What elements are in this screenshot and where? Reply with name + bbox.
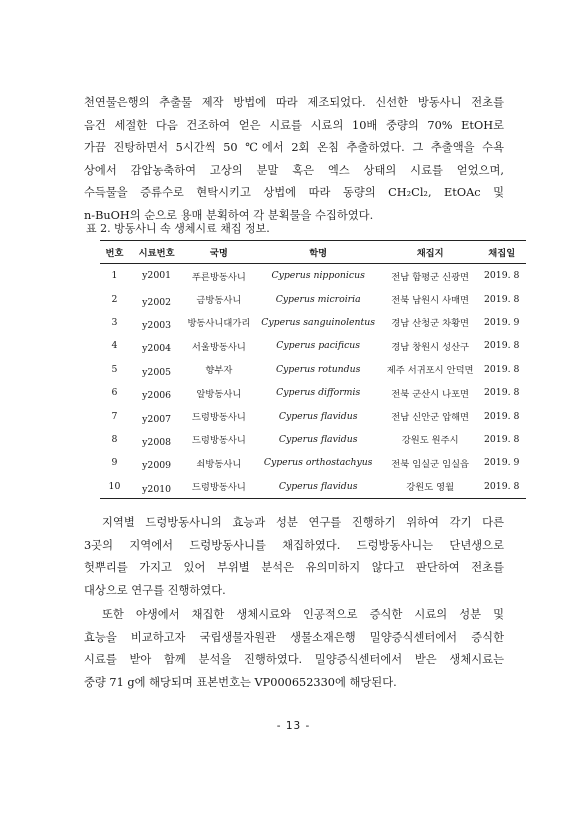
cell-korean-name: 향부자 <box>205 365 233 377</box>
paragraph-cultivated-sample <box>84 604 504 694</box>
text-line: 음건 세절한 다음 건조하여 얻은 시료를 시료의 10배 중량의 70% EtOH로 <box>84 118 504 132</box>
table-row <box>100 358 526 381</box>
cell-korean-name: 드렁방동사니 <box>191 412 246 424</box>
cell-no: 2 <box>111 293 118 305</box>
paragraph-regional-study <box>84 512 504 602</box>
cell-no: 1 <box>111 270 118 282</box>
cell-collection-date: 2019. 8 <box>483 270 520 282</box>
table-row <box>100 451 526 474</box>
text-line: 상에서 감압농축하여 고상의 분말 혹은 엑스 상태의 시료를 얻었으며, <box>84 163 504 177</box>
cell-scientific-name: Cyperus orthostachyus <box>263 457 373 469</box>
cell-collection-date: 2019. 9 <box>483 457 520 469</box>
cell-korean-name: 금방동사니 <box>196 295 242 307</box>
cell-sample-id: y2004 <box>142 343 172 355</box>
header-collection-site: 채집지 <box>383 241 478 264</box>
cell-no: 4 <box>111 340 118 352</box>
cell-sample-id: y2002 <box>142 296 172 308</box>
cell-no: 3 <box>111 316 118 328</box>
cell-sample-id: y2008 <box>142 436 172 448</box>
text-line: 또한 야생에서 채집한 생체시료와 인공적으로 증식한 시료의 성분 및 <box>102 608 504 621</box>
table-row <box>100 428 526 451</box>
cell-collection-date: 2019. 8 <box>483 387 520 399</box>
cell-korean-name: 서울방동사니 <box>191 341 246 353</box>
cell-collection-date: 2019. 8 <box>477 475 526 499</box>
text-line: 천연물은행의 추출물 제작 방법에 따라 제조되었다. 신선한 방동사니 전초를 <box>84 96 504 109</box>
cell-collection-site: 전남 함평군 신광면 <box>391 271 470 283</box>
cell-scientific-name: Cyperus flavidus <box>278 433 358 445</box>
header-scientific-name: 학명 <box>253 241 382 264</box>
cell-collection-site: 강원도 영월 <box>383 475 478 499</box>
cell-korean-name: 드렁방동사니 <box>184 475 253 499</box>
cell-no: 10 <box>100 475 129 499</box>
text-line: 중량 71 g에 해당되며 표본번호는 VP000652330에 해당된다. <box>84 675 397 689</box>
cell-collection-site: 전북 임실군 임실읍 <box>391 458 470 470</box>
text-line: 효능을 비교하고자 국립생물자원관 생물소재은행 밀양증식센터에서 증식한 <box>84 630 504 644</box>
text-line: n-BuOH의 순으로 용매 분획하여 각 분획물을 수집하였다. <box>84 208 374 222</box>
cell-sample-id: y2010 <box>129 475 184 499</box>
cell-collection-site: 제주 서귀포시 안덕면 <box>386 365 474 377</box>
cell-collection-site: 경남 창원시 성산구 <box>391 341 470 353</box>
table-caption: 표 2. 방동사니 속 생체시료 채집 정보. <box>86 222 270 235</box>
cell-scientific-name: Cyperus flavidus <box>253 475 382 499</box>
cell-collection-date: 2019. 9 <box>483 316 520 328</box>
cell-collection-date: 2019. 8 <box>483 433 520 445</box>
table-header-row <box>100 241 526 264</box>
header-collection-date: 채집일 <box>477 241 526 264</box>
text-line: 가끔 진탕하면서 5시간씩 50 ℃에서 2회 온침 추출하였다. 그 추출액을 수욕 <box>84 141 504 154</box>
cell-no: 7 <box>111 410 118 422</box>
text-line: 3곳의 지역에서 드렁방동사니를 채집하였다. 드렁방동사니는 단년생으로 <box>84 538 504 552</box>
cell-korean-name: 푸른방동사니 <box>191 271 246 283</box>
text-line: 시료를 받아 함께 분석을 진행하였다. 밀양증식센터에서 받은 생체시료는 <box>84 653 504 666</box>
text-line: 헛뿌리를 가지고 있어 부위별 분석은 유의미하지 않다고 판단하여 전초를 <box>84 561 504 574</box>
cell-korean-name: 알방동사니 <box>196 388 242 400</box>
cell-scientific-name: Cyperus microiria <box>275 293 361 305</box>
table-row <box>100 287 526 310</box>
cell-no: 8 <box>111 433 118 445</box>
table-row <box>100 475 526 499</box>
cell-sample-id: y2001 <box>142 270 172 282</box>
cell-korean-name: 쇠방동사니 <box>196 458 242 470</box>
header-no: 번호 <box>100 241 129 264</box>
cell-scientific-name: Cyperus difformis <box>276 387 361 399</box>
cell-collection-site: 전남 신안군 압해면 <box>391 412 470 424</box>
cell-collection-site: 경남 산청군 차황면 <box>391 318 470 330</box>
table-row <box>100 334 526 357</box>
cell-scientific-name: Cyperus flavidus <box>278 410 358 422</box>
cell-collection-date: 2019. 8 <box>483 340 520 352</box>
cell-scientific-name: Cyperus sanguinolentus <box>261 316 376 328</box>
cell-collection-site: 강원도 원주시 <box>401 435 459 447</box>
cell-collection-date: 2019. 8 <box>483 410 520 422</box>
text-line: 수득물을 증류수로 현탁시키고 상법에 따라 동량의 CH₂Cl₂, EtOAc 및 <box>84 186 504 199</box>
cell-sample-id: y2006 <box>142 390 172 402</box>
cell-no: 9 <box>111 457 118 469</box>
cell-scientific-name: Cyperus rotundus <box>275 363 361 375</box>
table-row <box>100 264 526 288</box>
cell-collection-date: 2019. 8 <box>483 293 520 305</box>
cell-scientific-name: Cyperus nipponicus <box>271 270 365 282</box>
cell-korean-name: 방동사니대가리 <box>187 318 251 330</box>
table-row <box>100 404 526 427</box>
cell-no: 6 <box>111 387 118 399</box>
cell-collection-date: 2019. 8 <box>483 363 520 375</box>
cell-sample-id: y2005 <box>142 366 172 378</box>
cell-collection-site: 전북 남원시 사매면 <box>391 295 470 307</box>
header-sample-id: 시료번호 <box>129 241 184 264</box>
page-number: - 13 - <box>276 720 311 732</box>
header-korean-name: 국명 <box>184 241 253 264</box>
cell-scientific-name: Cyperus pacificus <box>276 340 361 352</box>
cell-sample-id: y2007 <box>142 413 172 425</box>
table-row <box>100 311 526 334</box>
text-line: 대상으로 연구를 진행하였다. <box>84 583 226 597</box>
table-row <box>100 381 526 404</box>
cell-sample-id: y2003 <box>142 319 172 331</box>
cell-korean-name: 드렁방동사니 <box>191 435 246 447</box>
paragraph-extraction-method <box>84 92 504 227</box>
text-line: 지역별 드렁방동사니의 효능과 성분 연구를 진행하기 위하여 각기 다른 <box>102 516 504 529</box>
cell-collection-site: 전북 군산시 나포면 <box>391 388 470 400</box>
sample-collection-table <box>100 240 526 499</box>
cell-sample-id: y2009 <box>142 460 172 472</box>
cell-no: 5 <box>111 363 118 375</box>
